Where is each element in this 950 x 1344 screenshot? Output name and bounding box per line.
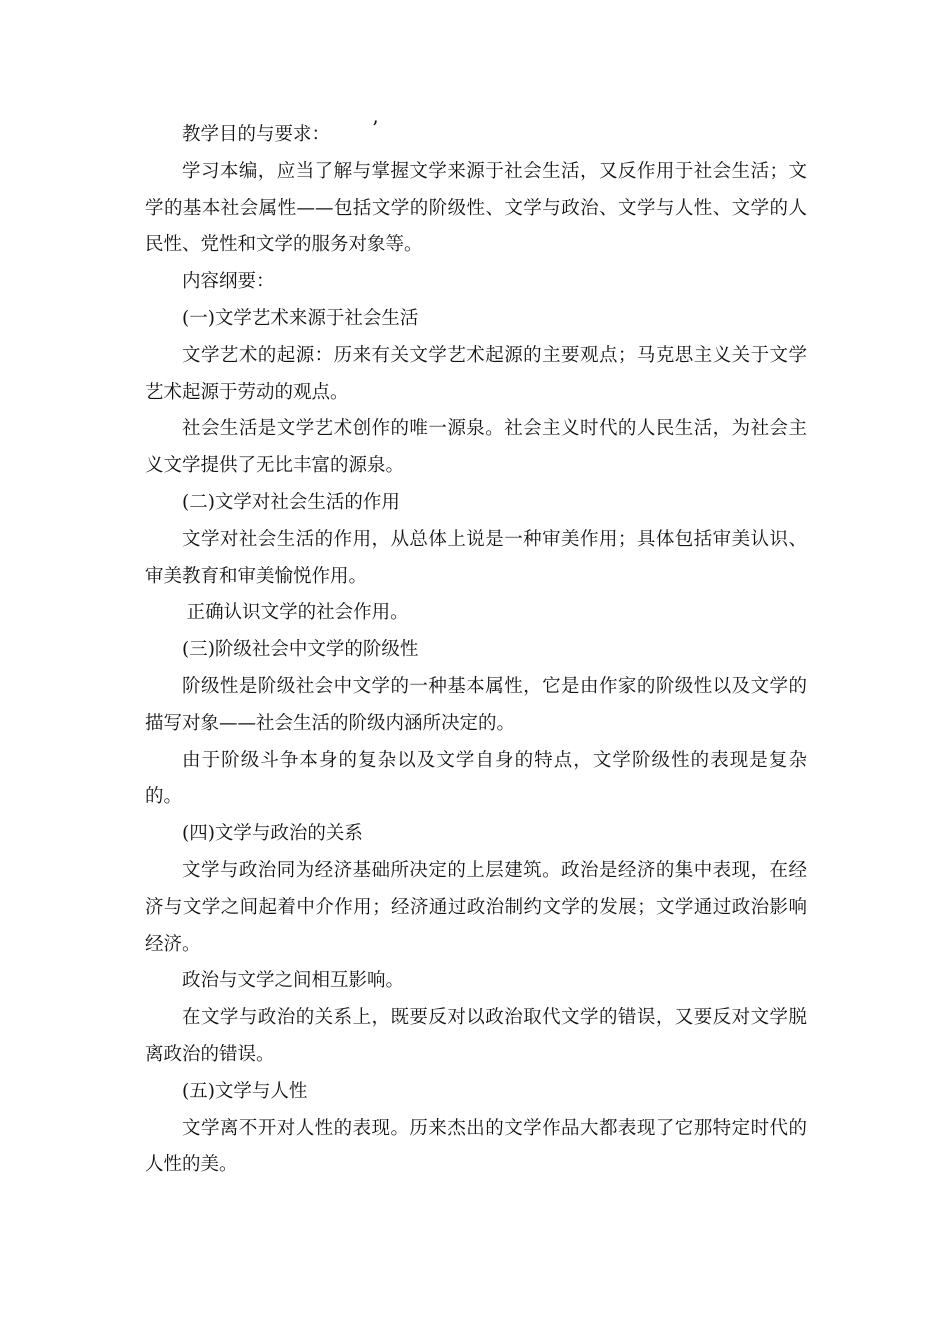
stray-mark: ’ [372, 116, 379, 140]
paragraph-function: 文学对社会生活的作用，从总体上说是一种审美作用；具体包括审美认识、审美教育和审美愉悦作用。 [145, 528, 807, 587]
paragraph-politics-errors: 在文学与政治的关系上，既要反对以政治取代文学的错误，又要反对文学脱离政治的错误。 [145, 1007, 807, 1065]
section-heading-1: (一)文学艺术来源于社会生活 [182, 307, 419, 329]
section-heading-4: (四)文学与政治的关系 [182, 823, 363, 845]
paragraph-class-nature: 阶级性是阶级社会中文学的一种基本属性，它是由作家的阶级性以及文学的描写对象——社会生活的阶级内涵所决定的。 [145, 675, 807, 734]
section-heading-3: (三)阶级社会中文学的阶级性 [182, 639, 419, 661]
heading-outline: 内容纲要： [182, 271, 275, 293]
section-heading-5: (五)文学与人性 [182, 1080, 308, 1102]
paragraph-correct-understanding: 正确认识文学的社会作用。 [186, 602, 409, 624]
paragraph-objectives: 学习本编，应当了解与掌握文学来源于社会生活，又反作用于社会生活；文学的基本社会属性——包括文学的阶级性、文学与政治、文学与人性、文学的人民性、党性和文学的服务对象等。 [145, 160, 807, 256]
paragraph-mutual-influence: 政治与文学之间相互影响。 [182, 970, 405, 992]
heading-objectives: 教学目的与要求： [182, 124, 331, 145]
paragraph-origin: 文学艺术的起源：历来有关文学艺术起源的主要观点；马克思主义关于文学艺术起源于劳动的观点。 [145, 344, 807, 403]
section-heading-2: (二)文学对社会生活的作用 [182, 491, 400, 513]
paragraph-source: 社会生活是文学艺术创作的唯一源泉。社会主义时代的人民生活，为社会主义文学提供了无比丰富的源泉。 [145, 418, 807, 477]
paragraph-class-complexity: 由于阶级斗争本身的复杂以及文学自身的特点，文学阶级性的表现是复杂的。 [145, 749, 807, 808]
paragraph-superstructure: 文学与政治同为经济基础所决定的上层建筑。政治是经济的集中表现，在经济与文学之间起着中介作用；经济通过政治制约文学的发展；文学通过政治影响经济。 [145, 859, 807, 955]
document-body [145, 117, 807, 1184]
paragraph-human-nature: 文学离不开对人性的表现。历来杰出的文学作品大都表现了它那特定时代的人性的美。 [145, 1117, 807, 1176]
